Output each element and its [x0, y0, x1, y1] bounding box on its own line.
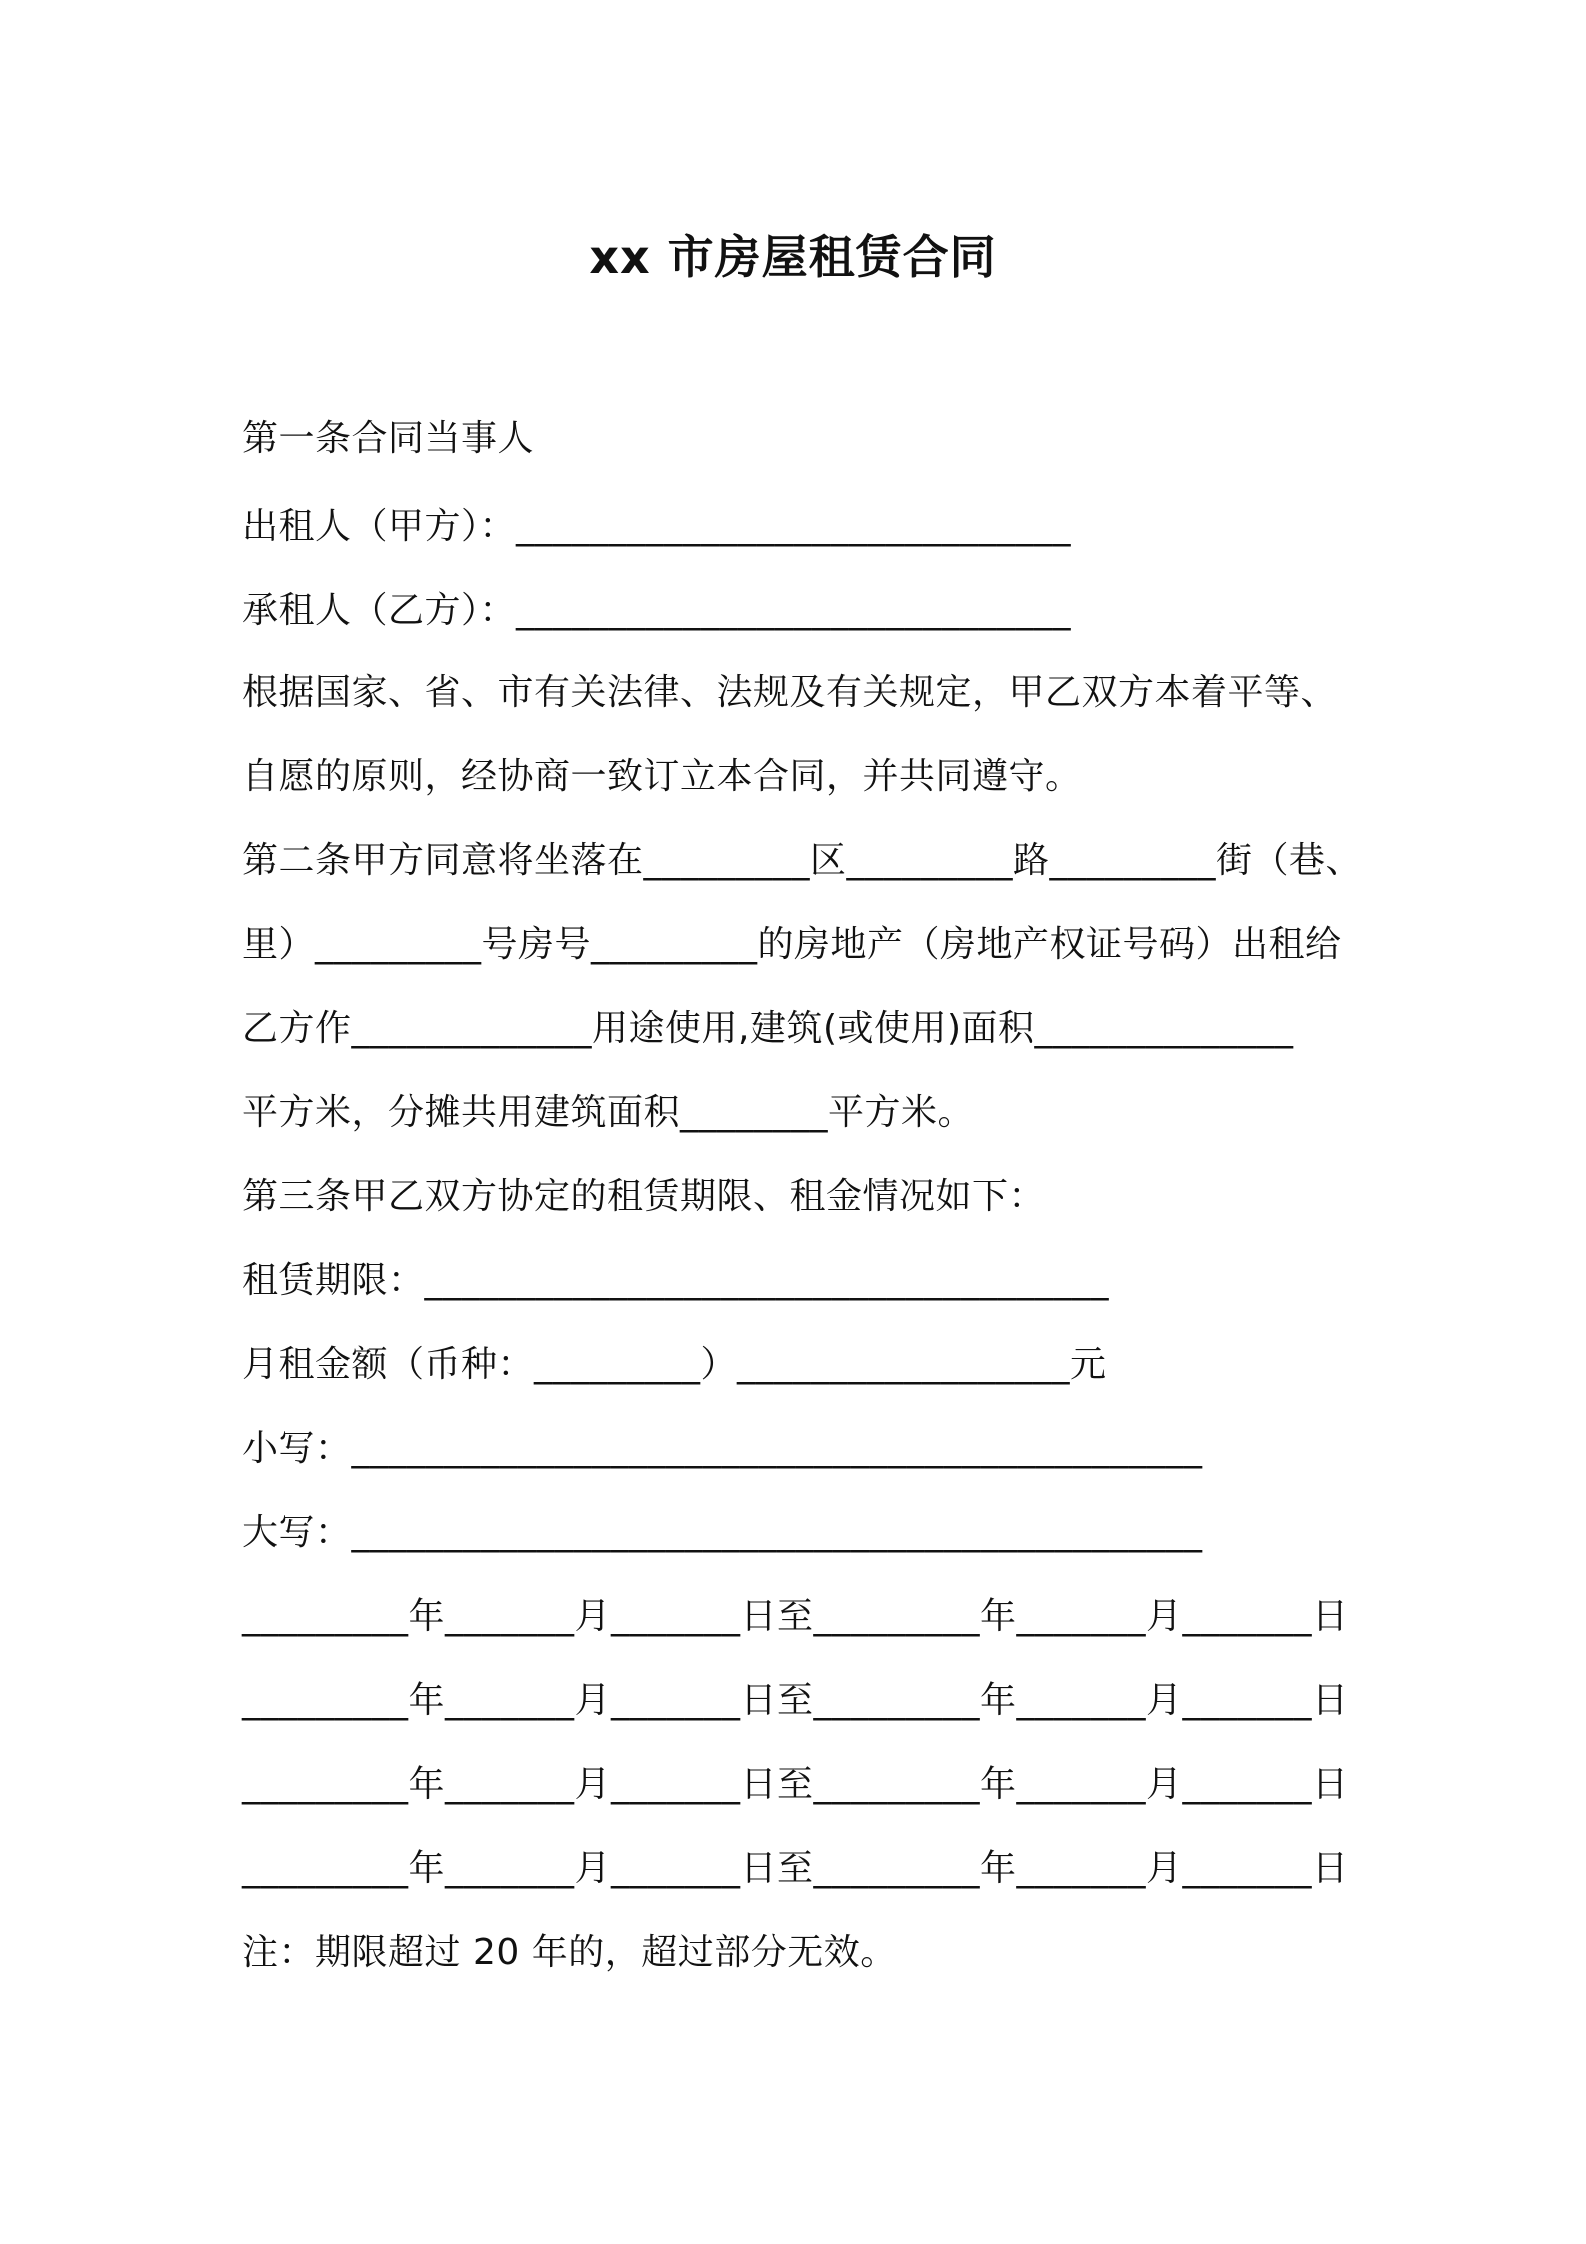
amount-lowercase-line: 小写：______________________________________________ [242, 1428, 1203, 1469]
article-2-line: 里）_________号房号_________的房地产（房地产权证号码）出租给 [242, 924, 1342, 965]
paragraph-line: 根据国家、省、市有关法律、法规及有关规定，甲乙双方本着平等、 [242, 672, 1338, 713]
lessor-line: 出租人（甲方）：______________________________ [242, 506, 1072, 547]
monthly-rent-line: 月租金额（币种：_________）__________________元 [242, 1344, 1107, 1385]
date-range-line: _________年_______月_______日至_________年_______月_______日 [242, 1680, 1349, 1721]
lease-term-line: 租赁期限：_____________________________________ [242, 1260, 1110, 1301]
amount-uppercase-line: 大写：______________________________________________ [242, 1512, 1203, 1553]
document-title: xx 市房屋租赁合同 [589, 230, 997, 284]
article-2-line: 第二条甲方同意将坐落在_________区_________路_________街（巷、 [242, 840, 1363, 881]
article-3-heading: 第三条甲乙双方协定的租赁期限、租金情况如下： [242, 1176, 1046, 1217]
paragraph-line: 自愿的原则，经协商一致订立本合同，并共同遵守。 [242, 756, 1082, 797]
date-range-line: _________年_______月_______日至_________年_______月_______日 [242, 1848, 1349, 1889]
article-1-heading: 第一条合同当事人 [242, 418, 535, 459]
date-range-line: _________年_______月_______日至_________年_______月_______日 [242, 1596, 1349, 1637]
article-2-line: 平方米，分摊共用建筑面积________平方米。 [242, 1092, 975, 1133]
lessee-line: 承租人（乙方）：______________________________ [242, 590, 1072, 631]
date-range-line: _________年_______月_______日至_________年_______月_______日 [242, 1764, 1349, 1805]
note-line: 注：期限超过 20 年的，超过部分无效。 [242, 1932, 897, 1973]
article-2-line: 乙方作_____________用途使用,建筑(或使用)面积______________ [242, 1008, 1294, 1049]
